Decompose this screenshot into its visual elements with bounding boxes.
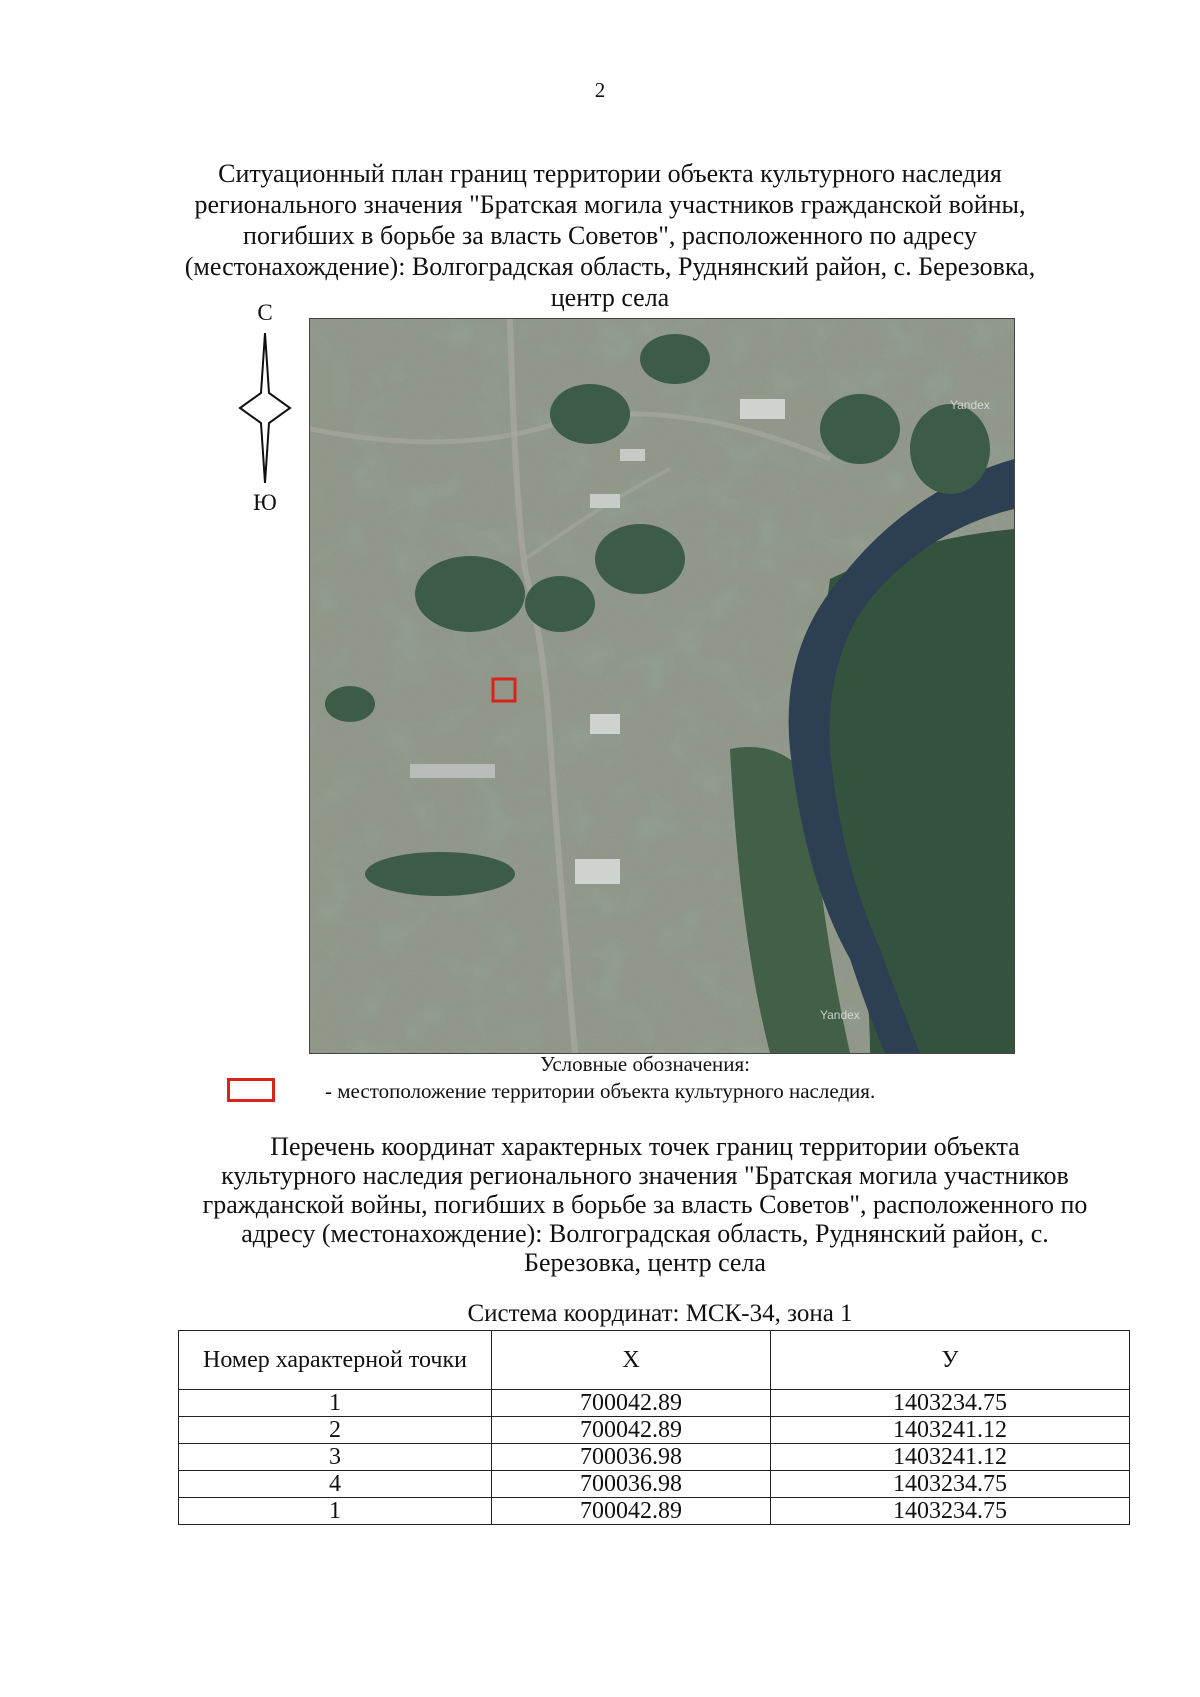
cell-y: 1403234.75: [771, 1498, 1130, 1525]
plan-title: [150, 158, 1070, 313]
header-y: У: [771, 1331, 1130, 1390]
legend-item-text: - местоположение территории объекта культурного наследия.: [325, 1079, 876, 1103]
compass-arrow-icon: [235, 333, 295, 483]
list-title-line: культурного наследия регионального значения "Братская могила участников: [221, 1161, 1069, 1190]
map-watermark: Yandex: [950, 398, 990, 412]
table-row: [179, 1471, 1130, 1498]
cell-x: 700042.89: [492, 1390, 771, 1417]
table-row: [179, 1390, 1130, 1417]
coordinates-table: [178, 1330, 1130, 1525]
table-row: [179, 1417, 1130, 1444]
list-title-line: Березовка, центр села: [524, 1248, 766, 1277]
coordinate-system-label: Система координат: МСК-34, зона 1: [467, 1300, 853, 1327]
compass-north-label: С: [257, 300, 273, 325]
table-row: [179, 1444, 1130, 1471]
plan-title-line: погибших в борьбе за власть Советов", расположенного по адресу: [243, 221, 977, 250]
cell-point: 1: [179, 1390, 492, 1417]
cell-point: 3: [179, 1444, 492, 1471]
satellite-map: [309, 318, 1015, 1054]
cell-point: 2: [179, 1417, 492, 1444]
list-title-line: гражданской войны, погибших в борьбе за власть Советов", расположенного по: [202, 1190, 1088, 1219]
cell-y: 1403234.75: [771, 1390, 1130, 1417]
satellite-image: [310, 319, 1014, 1053]
header-x: X: [492, 1331, 771, 1390]
plan-title-line: Ситуационный план границ территории объекта культурного наследия: [218, 159, 1002, 188]
list-title-line: адресу (местонахождение): Волгоградская область, Руднянский район, с.: [241, 1219, 1049, 1248]
cell-y: 1403241.12: [771, 1417, 1130, 1444]
cell-y: 1403241.12: [771, 1444, 1130, 1471]
table-header-row: [179, 1331, 1130, 1390]
table-row: [179, 1498, 1130, 1525]
coordinate-list-title: [150, 1132, 1140, 1277]
page-number: 2: [594, 78, 606, 102]
cell-point: 4: [179, 1471, 492, 1498]
compass-south-label: Ю: [253, 490, 277, 515]
map-watermark: Yandex: [820, 1008, 860, 1022]
cell-y: 1403234.75: [771, 1471, 1130, 1498]
cell-x: 700042.89: [492, 1417, 771, 1444]
plan-title-line: регионального значения "Братская могила участников гражданской войны,: [194, 190, 1026, 219]
cell-x: 700036.98: [492, 1444, 771, 1471]
compass: [235, 300, 295, 518]
cell-point: 1: [179, 1498, 492, 1525]
legend-title: Условные обозначения:: [539, 1052, 751, 1076]
plan-title-line: (местонахождение): Волгоградская область, Руднянский район, с. Березовка,: [184, 252, 1036, 281]
plan-title-line: центр села: [550, 283, 670, 312]
cell-x: 700036.98: [492, 1471, 771, 1498]
legend-marker-icon: [227, 1078, 275, 1102]
cell-x: 700042.89: [492, 1498, 771, 1525]
header-point-number: Номер характерной точки: [179, 1331, 492, 1390]
list-title-line: Перечень координат характерных точек границ территории объекта: [270, 1132, 1020, 1161]
